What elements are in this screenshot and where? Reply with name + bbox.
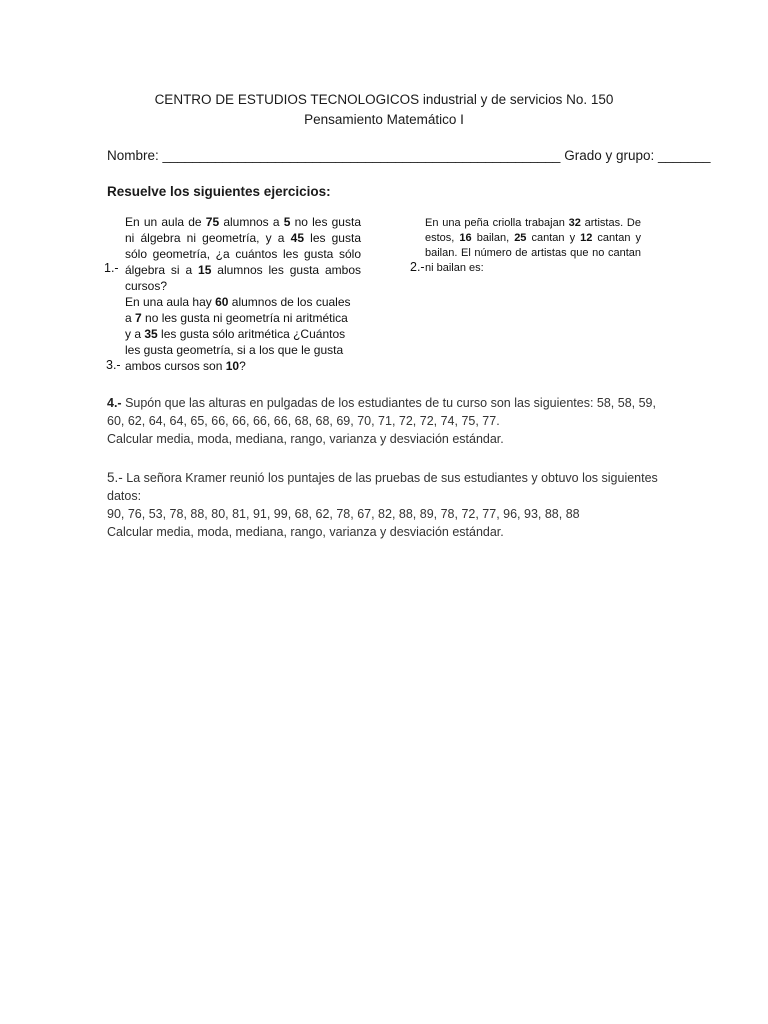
text-segment: En una aula hay	[125, 295, 216, 309]
number-highlight: 7	[135, 311, 142, 325]
text-segment: les gusta sólo geometría, ¿a cuántos les gusta sólo álgebra si a	[125, 231, 361, 277]
text-segment: no les gusta ni álgebra ni geometría, y a	[125, 215, 361, 245]
number-highlight: 15	[198, 263, 212, 277]
exercise-3-number: 3.-	[106, 358, 121, 372]
problem-5	[107, 469, 667, 541]
number-highlight: 5	[283, 215, 291, 229]
instructions-heading: Resuelve los siguientes ejercicios:	[107, 184, 331, 199]
text-segment: alumnos a	[219, 215, 284, 229]
exercise-1-text	[125, 214, 361, 294]
number-highlight: 35	[144, 327, 158, 341]
text-segment: no les gusta ni geometría ni aritmética y a	[125, 311, 348, 341]
problem-5-task: Calcular media, moda, mediana, rango, varianza y desviación estándar.	[107, 525, 504, 539]
text-segment: cantan y	[526, 232, 581, 244]
problem-5-text: La señora Kramer reunió los puntajes de las pruebas de sus estudiantes y obtuvo los siguientes datos:	[107, 471, 658, 503]
problem-5-label: 5.-	[107, 470, 123, 485]
number-highlight: 45	[290, 231, 304, 245]
problem-4	[107, 394, 667, 448]
problem-4-task: Calcular media, moda, mediana, rango, varianza y desviación estándar.	[107, 432, 504, 446]
exercise-3-text	[125, 294, 357, 374]
text-segment: alumnos de los cuales a	[125, 295, 351, 325]
text-segment: les gusta sólo aritmética ¿Cuántos les gusta geometría, si a los que le gusta ambos cursos son	[125, 327, 346, 373]
problem-5-statement	[107, 469, 667, 505]
problem-4-statement	[107, 394, 667, 430]
school-name: CENTRO DE ESTUDIOS TECNOLOGICOS industrial y de servicios No. 150	[154, 92, 614, 107]
problem-5-data: 90, 76, 53, 78, 88, 80, 81, 91, 99, 68, 62, 78, 67, 82, 88, 89, 78, 72, 77, 96, 93, 88, 88	[107, 507, 580, 521]
text-segment: artistas. De estos,	[425, 217, 641, 244]
text-segment: alumnos les gusta ambos cursos?	[125, 263, 362, 293]
number-highlight: 16	[459, 232, 472, 244]
exercise-1-number: 1.-	[104, 261, 119, 275]
exercise-2-text	[425, 216, 641, 276]
name-and-group-line: Nombre: _____________________________________________________ Grado y grupo: _______	[107, 148, 711, 163]
text-segment: En una peña criolla trabajan	[425, 217, 569, 229]
number-highlight: 25	[514, 232, 527, 244]
number-highlight: 10	[225, 359, 240, 373]
number-highlight: 12	[580, 232, 593, 244]
text-segment: En un aula de	[125, 215, 206, 229]
problem-4-label: 4.-	[107, 396, 122, 410]
course-title: Pensamiento Matemático I	[304, 112, 464, 127]
exercise-2-number: 2.-	[410, 260, 425, 274]
text-segment: ?	[239, 359, 246, 373]
text-segment: bailan,	[471, 232, 515, 244]
number-highlight: 75	[205, 215, 220, 229]
number-highlight: 60	[215, 295, 229, 309]
text-segment: cantan y bailan. El número de artistas que no cantan ni bailan es:	[425, 232, 642, 274]
problem-4-text: Supón que las alturas en pulgadas de los estudiantes de tu curso son las siguientes: 58, 58, 59, 60, 62, 64, 64, 65, 66, 66, 66, 66, 68, 68, 69, 70, 71, 72, 72, 74, 75, 77.	[107, 396, 656, 428]
number-highlight: 32	[568, 217, 581, 229]
